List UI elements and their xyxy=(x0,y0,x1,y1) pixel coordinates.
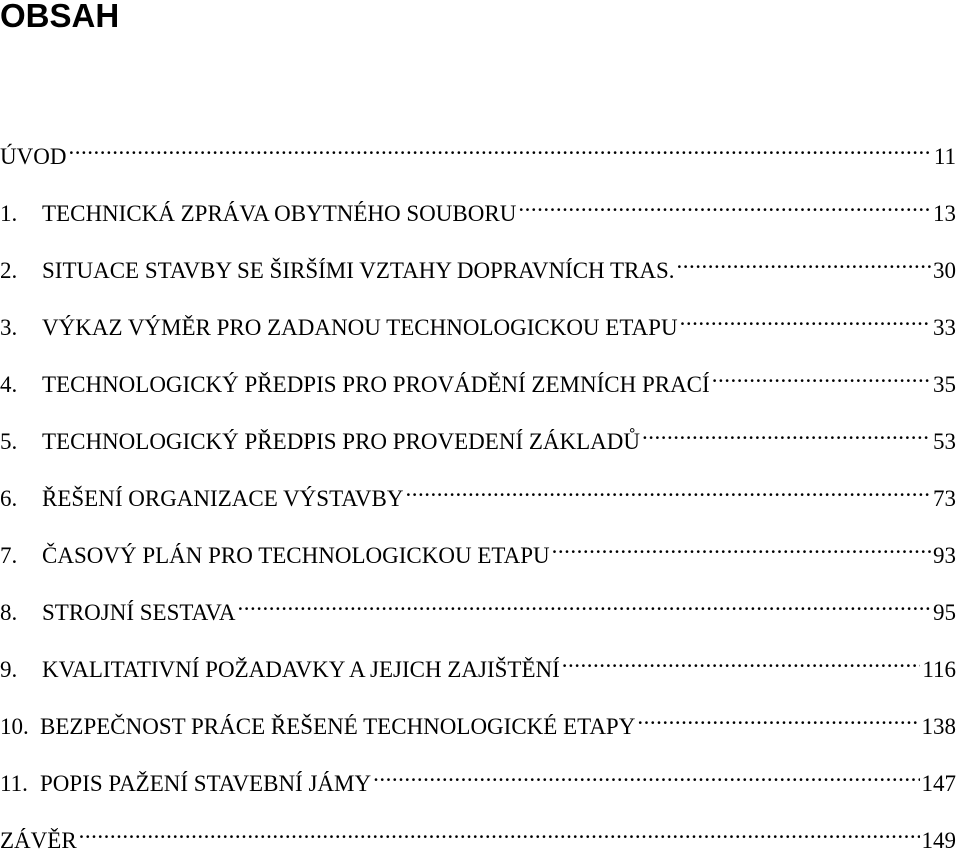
toc-dot-leader xyxy=(637,699,919,734)
toc-entry[interactable] xyxy=(0,471,956,511)
toc-entry-title: ŘEŠENÍ ORGANIZACE VÝSTAVBY xyxy=(42,486,404,511)
toc-dot-leader xyxy=(712,357,931,392)
toc-entry[interactable] xyxy=(0,243,956,283)
toc-entry-title: ZÁVĚR xyxy=(0,828,77,853)
toc-entry[interactable] xyxy=(0,129,956,169)
toc-entry-number: 8. xyxy=(0,600,18,625)
toc-entry-page: 93 xyxy=(933,543,956,568)
toc-entry-number: 3. xyxy=(0,315,18,340)
toc-entry-title: ÚVOD xyxy=(0,144,67,169)
toc-entry[interactable] xyxy=(0,528,956,568)
toc-entry[interactable] xyxy=(0,699,956,739)
toc-entry-title: POPIS PAŽENÍ STAVEBNÍ JÁMY xyxy=(40,771,372,796)
toc-entry-number: 2. xyxy=(0,258,18,283)
toc-dot-leader xyxy=(642,414,931,449)
toc-entry-title: TECHNICKÁ ZPRÁVA OBYTNÉHO SOUBORU xyxy=(42,201,517,226)
toc-dot-leader xyxy=(677,243,931,278)
toc-entry-number: 6. xyxy=(0,486,18,511)
toc-dot-leader xyxy=(68,129,931,164)
toc-dot-leader xyxy=(406,471,932,506)
toc-entry-number: 1. xyxy=(0,201,18,226)
toc-entry[interactable] xyxy=(0,642,956,682)
toc-entry-number: 10. xyxy=(0,714,29,739)
toc-entry-title: SITUACE STAVBY SE ŠIRŠÍMI VZTAHY DOPRAVNÍCH TRAS. xyxy=(42,258,675,283)
toc-entry-page: 30 xyxy=(933,258,956,283)
toc-entry[interactable] xyxy=(0,585,956,625)
toc-entry-title: VÝKAZ VÝMĚR PRO ZADANOU TECHNOLOGICKOU ETAPU xyxy=(42,315,678,340)
toc-entry-title: KVALITATIVNÍ POŽADAVKY A JEJICH ZAJIŠTĚNÍ xyxy=(42,657,560,682)
toc-entry-page: 95 xyxy=(933,600,956,625)
toc-dot-leader xyxy=(562,642,921,677)
toc-entry-page: 116 xyxy=(922,657,956,682)
toc-dot-leader xyxy=(518,186,931,221)
toc-entry[interactable] xyxy=(0,186,956,226)
toc-entry-page: 35 xyxy=(933,372,956,397)
toc-heading: OBSAH xyxy=(0,0,120,34)
toc-entry-number: 7. xyxy=(0,543,18,568)
toc-entry[interactable] xyxy=(0,414,956,454)
toc-entry-page: 13 xyxy=(933,201,956,226)
toc-entry-page: 138 xyxy=(921,714,956,739)
toc-entry[interactable] xyxy=(0,756,956,796)
toc-entry[interactable] xyxy=(0,357,956,397)
toc-entry-number: 4. xyxy=(0,372,18,397)
toc-entry-page: 53 xyxy=(933,429,956,454)
toc-entry-number: 9. xyxy=(0,657,18,682)
toc-entry-title: TECHNOLOGICKÝ PŘEDPIS PRO PROVEDENÍ ZÁKLADŮ xyxy=(42,429,641,454)
toc-dot-leader xyxy=(552,528,931,563)
toc-entry[interactable] xyxy=(0,813,956,853)
toc-dot-leader xyxy=(373,756,919,791)
toc-dot-leader xyxy=(238,585,931,620)
toc-dot-leader xyxy=(79,813,920,848)
toc-entry[interactable] xyxy=(0,300,956,340)
toc-entry-page: 149 xyxy=(921,828,956,853)
table-of-contents xyxy=(0,129,956,853)
toc-dot-leader xyxy=(680,300,931,335)
toc-entry-page: 11 xyxy=(933,144,956,169)
toc-entry-number: 11. xyxy=(0,771,28,796)
toc-entry-title: TECHNOLOGICKÝ PŘEDPIS PRO PROVÁDĚNÍ ZEMNÍCH PRACÍ xyxy=(42,372,710,397)
toc-entry-number: 5. xyxy=(0,429,18,454)
toc-entry-page: 73 xyxy=(933,486,956,511)
toc-entry-title: BEZPEČNOST PRÁCE ŘEŠENÉ TECHNOLOGICKÉ ETAPY xyxy=(40,714,636,739)
toc-entry-title: STROJNÍ SESTAVA xyxy=(42,600,236,625)
toc-entry-page: 33 xyxy=(933,315,956,340)
toc-entry-page: 147 xyxy=(921,771,956,796)
toc-entry-title: ČASOVÝ PLÁN PRO TECHNOLOGICKOU ETAPU xyxy=(42,543,550,568)
